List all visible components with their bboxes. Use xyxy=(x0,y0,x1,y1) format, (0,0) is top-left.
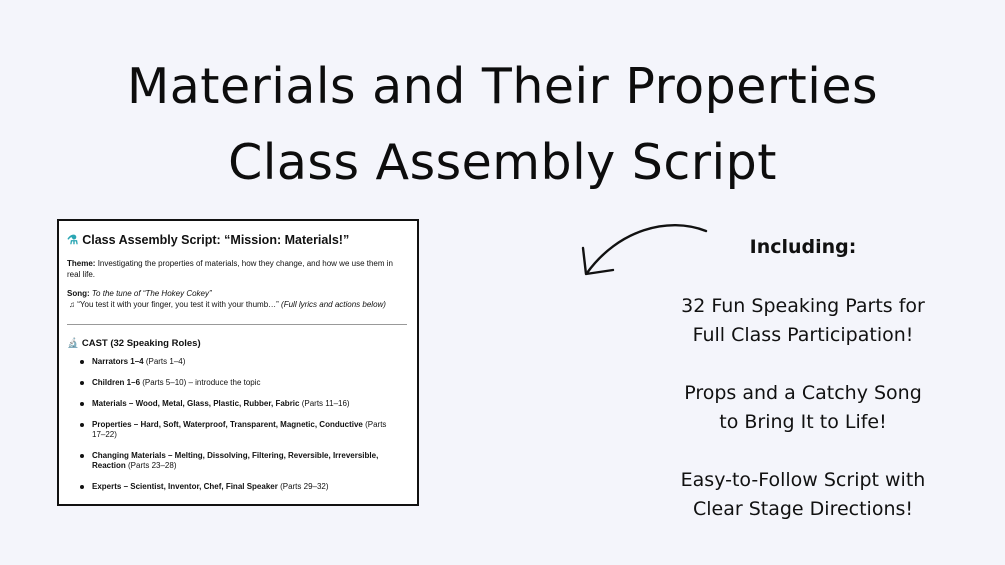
list-item: Changing Materials – Melting, Dissolving, Filtering, Reversible, Irreversible, Reaction (Parts 23–28) xyxy=(59,451,399,471)
song-lyric-line xyxy=(69,299,409,310)
feature-line: Full Class Participation! xyxy=(692,324,914,346)
song-note: (Full lyrics and actions below) xyxy=(281,300,386,309)
list-item: Experts – Scientist, Inventor, Chef, Final Speaker (Parts 29–32) xyxy=(59,482,399,492)
list-item: Narrators 1–4 (Parts 1–4) xyxy=(59,357,399,367)
page-title-line2: Class Assembly Script xyxy=(228,134,777,191)
feature-props-song xyxy=(653,379,953,437)
song-label: Song: xyxy=(67,289,90,298)
page-title-line1: Materials and Their Properties xyxy=(126,58,879,115)
script-header xyxy=(67,232,349,247)
song-lyric: “You test it with your finger, you test it with your thumb…” xyxy=(77,300,279,309)
including-heading: Including: xyxy=(749,236,857,258)
cast-heading xyxy=(67,338,201,349)
feature-line: 32 Fun Speaking Parts for xyxy=(681,295,925,317)
feature-line: to Bring It to Life! xyxy=(719,411,887,433)
list-item: Children 1–6 (Parts 5–10) – introduce the topic xyxy=(59,378,399,388)
feature-speaking-parts xyxy=(653,292,953,350)
theme-label: Theme: xyxy=(67,259,96,268)
feature-line: Easy-to-Follow Script with xyxy=(680,469,926,491)
cast-heading-text: CAST (32 Speaking Roles) xyxy=(81,338,201,349)
feature-stage-directions xyxy=(653,466,953,524)
script-header-text: Class Assembly Script: “Mission: Materials!” xyxy=(82,233,350,247)
test-tube-icon: ⚗ xyxy=(67,233,79,247)
song-tune: To the tune of “The Hokey Cokey” xyxy=(91,289,212,298)
feature-line: Clear Stage Directions! xyxy=(692,498,914,520)
divider xyxy=(67,324,407,325)
list-item: Materials – Wood, Metal, Glass, Plastic, Rubber, Fabric (Parts 11–16) xyxy=(59,399,399,409)
list-item: Properties – Hard, Soft, Waterproof, Transparent, Magnetic, Conductive (Parts 17–22) xyxy=(59,420,399,440)
script-preview xyxy=(57,219,419,506)
song-line xyxy=(67,288,407,299)
theme-line xyxy=(67,258,407,280)
curved-arrow-icon xyxy=(573,218,713,288)
music-note-icon: ♫ xyxy=(69,300,75,309)
theme-text: Investigating the properties of materials, how they change, and how we use them in real life. xyxy=(67,259,393,279)
microscope-icon: 🔬 xyxy=(67,338,79,349)
cast-list xyxy=(59,357,399,492)
feature-line: Props and a Catchy Song xyxy=(684,382,922,404)
